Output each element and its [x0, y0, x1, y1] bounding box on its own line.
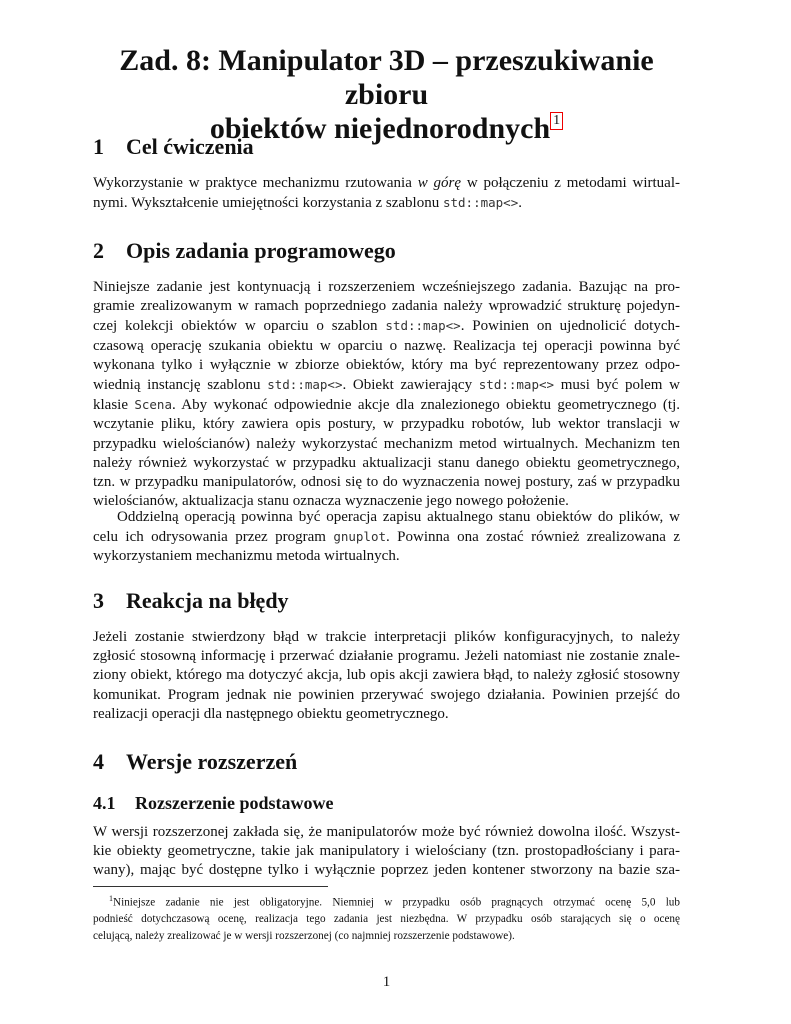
title-line-1: Zad. 8: Manipulator 3D – przeszukiwanie zbioru	[119, 44, 654, 111]
section-title: Cel ćwiczenia	[126, 134, 254, 159]
footnote-rule	[93, 886, 328, 887]
title-line-2: obiektów niejednorodnych	[209, 112, 551, 145]
subsection-title: Rozszerzenie podstawowe	[135, 793, 334, 813]
subsection-4-1-heading	[93, 792, 333, 814]
paragraph-goal: Wykorzystanie w praktyce mechanizmu rzutowania w górę w połączeniu z metodami wirtual- nymi. Wykształcenie umiejętności korzystania z szablonu std::map<>.	[93, 175, 680, 212]
section-title: Wersje rozszerzeń	[126, 749, 298, 774]
section-4-heading	[93, 749, 297, 775]
section-2-heading	[93, 238, 396, 264]
subsection-number: 4.1	[93, 793, 116, 813]
section-1-heading	[93, 134, 254, 160]
section-number: 2	[93, 238, 104, 263]
section-number: 3	[93, 588, 104, 613]
section-title: Reakcja na błędy	[126, 588, 289, 613]
code-inline: std::map<>	[442, 195, 519, 211]
section-number: 1	[93, 134, 104, 159]
section-3-heading	[93, 588, 289, 614]
page-number: 1	[382, 974, 391, 990]
document-title	[93, 44, 680, 146]
paragraph-task-description: Niniejsze zadanie jest kontynuacją i rozszerzeniem wcześniejszego zadania. Bazując na pro- gramie zrealizowanym w ramach poprzedniego zadania należy wprowadzić strukturę pojedyn- czej kolekcji obiektów w oparciu o szablon std::map<>. Powinien on ujednolicić dotych- czasową operację szukania obiektu w oparciu o nazwę. Realizacja tej operacji powinna być wykonana tylko i wyłącznie w zbiorze obiektów, który ma być reprezentowany przez odpo- wiednią instancję szablonu std::map<>. Obiekt zawierający std::map<> musi być polem w klasie Scena. Aby wykonać odpowiednie akcje dla znalezionego obiektu geometrycznego (tj. wczytanie pliku, który zawiera opis postury, w przypadku robotów, lub wektor translacji w przypadku wielościanów) należy wykorzystać mechanizm metod wirtualnych. Mechanizm ten należy również wykorzystać w przypadku aktualizacji stanu danego obiektu geometrycznego, tzn. w przypadku manipulatorów, odnosi się to do wyznaczenia nowej postury, zaś w przypadku wielościanów, aktualizacja stanu oznacza wyznaczenie jego nowego położenie.	[93, 279, 681, 510]
footnote-link[interactable]: 1	[550, 112, 563, 130]
section-title: Opis zadania programowego	[126, 238, 396, 263]
paragraph-error-handling: Jeżeli zostanie stwierdzony błąd w trakcie interpretacji plików konfiguracyjnych, to należy zgłosić stosowną informację i przerwać działanie programu. Jeżeli natomiast nie zostanie znale- ziony obiekt, którego ma dotyczyć akcja, lub opis akcji zawiera błąd, to należy zgłosić stosowny komunikat. Program jednak nie powinien przerywać swojego działania. Powinien przejść do realizacji operacji dla następnego obiektu geometrycznego.	[93, 629, 680, 722]
footnote-mark: 1	[109, 894, 113, 903]
footnote: $^1$Niniejsze zadanie nie jest obligatoryjne. Niemniej w przypadku osób pragnących otrzymać ocenę 5,0 lub podnieść dotychczasową ocenę, realizacja tego zadania jest niezbędna. W przypadku osób starających się o ocenę celującą, należy zrealizować je w wersji rozszerzonej (co najmniej rozszerzenie podstawowe).	[93, 894, 680, 943]
paragraph-save-operation: Oddzielną operacją powinna być operacja zapisu aktualnego stanu obiektów do plików, w celu ich odrysowania przez program gnuplot. Powinna ona zostać również zrealizowana z wykorzystaniem mechanizmu metoda wirtualnych.	[93, 509, 680, 565]
section-number: 4	[93, 749, 104, 774]
paragraph-basic-extension: W wersji rozszerzonej zakłada się, że manipulatorów może być również dowolna ilość. Wszyst- kie obiekty geometryczne, takie jak manipulatory i wielościany (tzn. prostopadłościany i para- wany), mając być dostępne tylko i wyłącznie poprzez jeden kontener stworzony na bazie sza-	[93, 824, 680, 879]
